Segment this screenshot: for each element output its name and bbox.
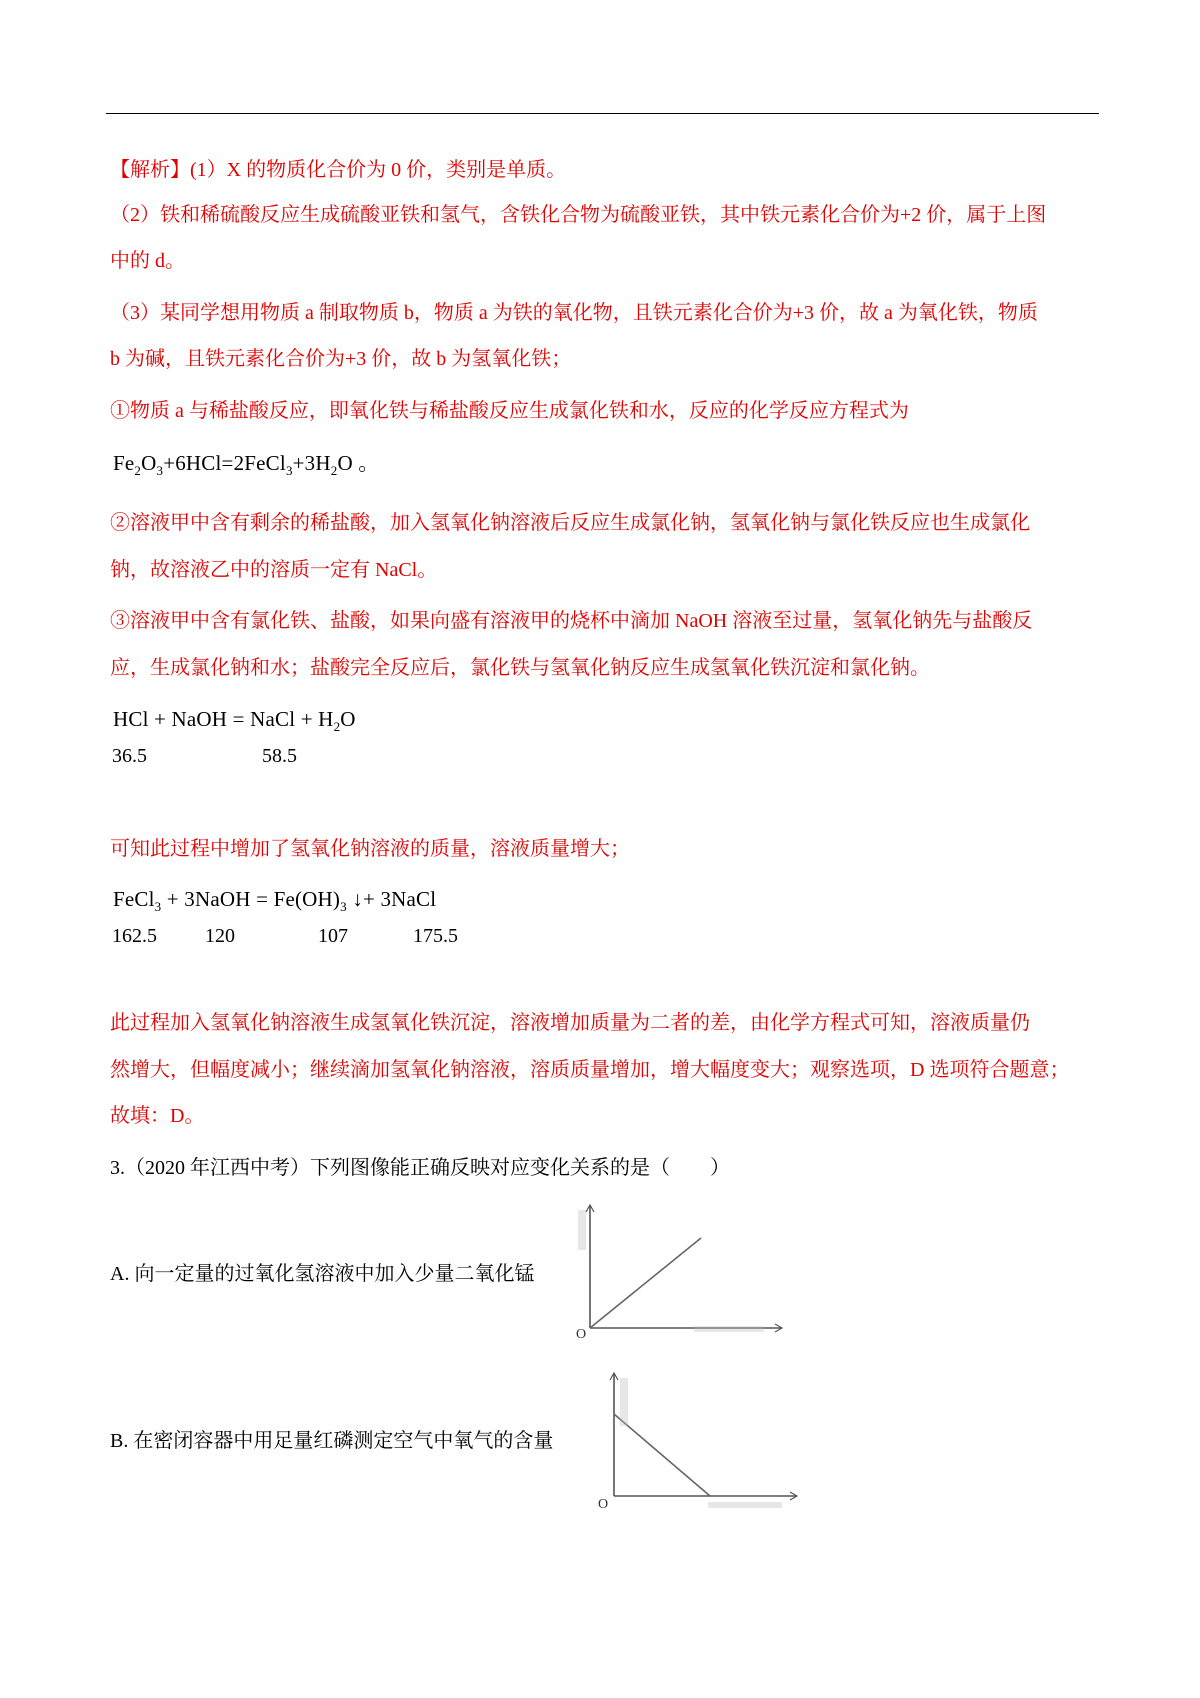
analysis-line-7: ②溶液甲中含有剩余的稀盐酸，加入氢氧化钠溶液后反应生成氯化钠，氢氧化钠与氯化铁反应也生成氯化 <box>110 512 1030 534</box>
mass-feoh3: 107 <box>318 925 348 947</box>
analysis-line-12: 此过程加入氢氧化钠溶液生成氢氧化铁沉淀，溶液增加质量为二者的差，由化学方程式可知，溶液质量仍 <box>110 1012 1030 1034</box>
header-rule <box>106 113 1099 114</box>
graph-option-a <box>576 1200 796 1340</box>
mass-nacl-3: 175.5 <box>413 925 458 947</box>
question-stem: 3.（2020 年江西中考）下列图像能正确反映对应变化关系的是（ ） <box>110 1157 730 1179</box>
analysis-line-11: 可知此过程中增加了氢氧化钠溶液的质量，溶液质量增大； <box>110 838 630 860</box>
analysis-line-13: 然增大，但幅度减小；继续滴加氢氧化钠溶液，溶质质量增加，增大幅度变大；观察选项，D 选项符合题意； <box>110 1059 1070 1081</box>
mass-fecl3: 162.5 <box>112 925 157 947</box>
analysis-line-6: ①物质 a 与稀盐酸反应，即氧化铁与稀盐酸反应生成氯化铁和水，反应的化学反应方程式为 <box>110 400 909 422</box>
graph-b-origin: O <box>598 1497 609 1512</box>
analysis-line-5: b 为碱，且铁元素化合价为+3 价，故 b 为氢氧化铁； <box>110 348 572 370</box>
analysis-line-1: 【解析】(1）X 的物质化合价为 0 价，类别是单质。 <box>110 159 567 181</box>
graph-a-line <box>590 1238 701 1328</box>
analysis-line-3: 中的 d。 <box>110 250 185 272</box>
equation-hcl-naoh: HCl + NaOH = NaCl + $H_2O$ <box>113 707 356 734</box>
mass-naoh: 120 <box>205 925 235 947</box>
graph-a-origin: O <box>576 1327 587 1340</box>
equation-fecl3-naoh: FeCl$_3$ + 3NaOH = $Fe(OH)_3$ ↓+ 3NaCl <box>113 887 437 914</box>
equation-iron-oxide-hcl: $Fe_2O_3+6HCl=2FeCl_3+3H_2O$ 。 <box>113 451 380 478</box>
mass-nacl: 58.5 <box>262 745 297 767</box>
graph-b-line <box>614 1414 710 1496</box>
mass-hcl: 36.5 <box>112 745 147 767</box>
graph-option-b <box>598 1368 808 1513</box>
analysis-line-10: 应，生成氯化钠和水；盐酸完全反应后，氯化铁与氢氧化钠反应生成氢氧化铁沉淀和氯化钠。 <box>110 657 930 679</box>
analysis-line-9: ③溶液甲中含有氯化铁、盐酸，如果向盛有溶液甲的烧杯中滴加 NaOH 溶液至过量，氢氧化钠先与盐酸反 <box>110 610 1033 632</box>
option-a: A. 向一定量的过氧化氢溶液中加入少量二氧化锰 <box>110 1263 535 1285</box>
analysis-line-8: 钠，故溶液乙中的溶质一定有 NaCl。 <box>110 559 438 581</box>
analysis-line-2: （2）铁和稀硫酸反应生成硫酸亚铁和氢气，含铁化合物为硫酸亚铁，其中铁元素化合价为+2 价，属于上图 <box>110 204 1047 226</box>
analysis-line-4: （3）某同学想用物质 a 制取物质 b，物质 a 为铁的氧化物，且铁元素化合价为+3 价，故 a 为氧化铁，物质 <box>110 302 1038 324</box>
option-b: B. 在密闭容器中用足量红磷测定空气中氧气的含量 <box>110 1430 554 1452</box>
analysis-line-14: 故填：D。 <box>110 1105 205 1127</box>
